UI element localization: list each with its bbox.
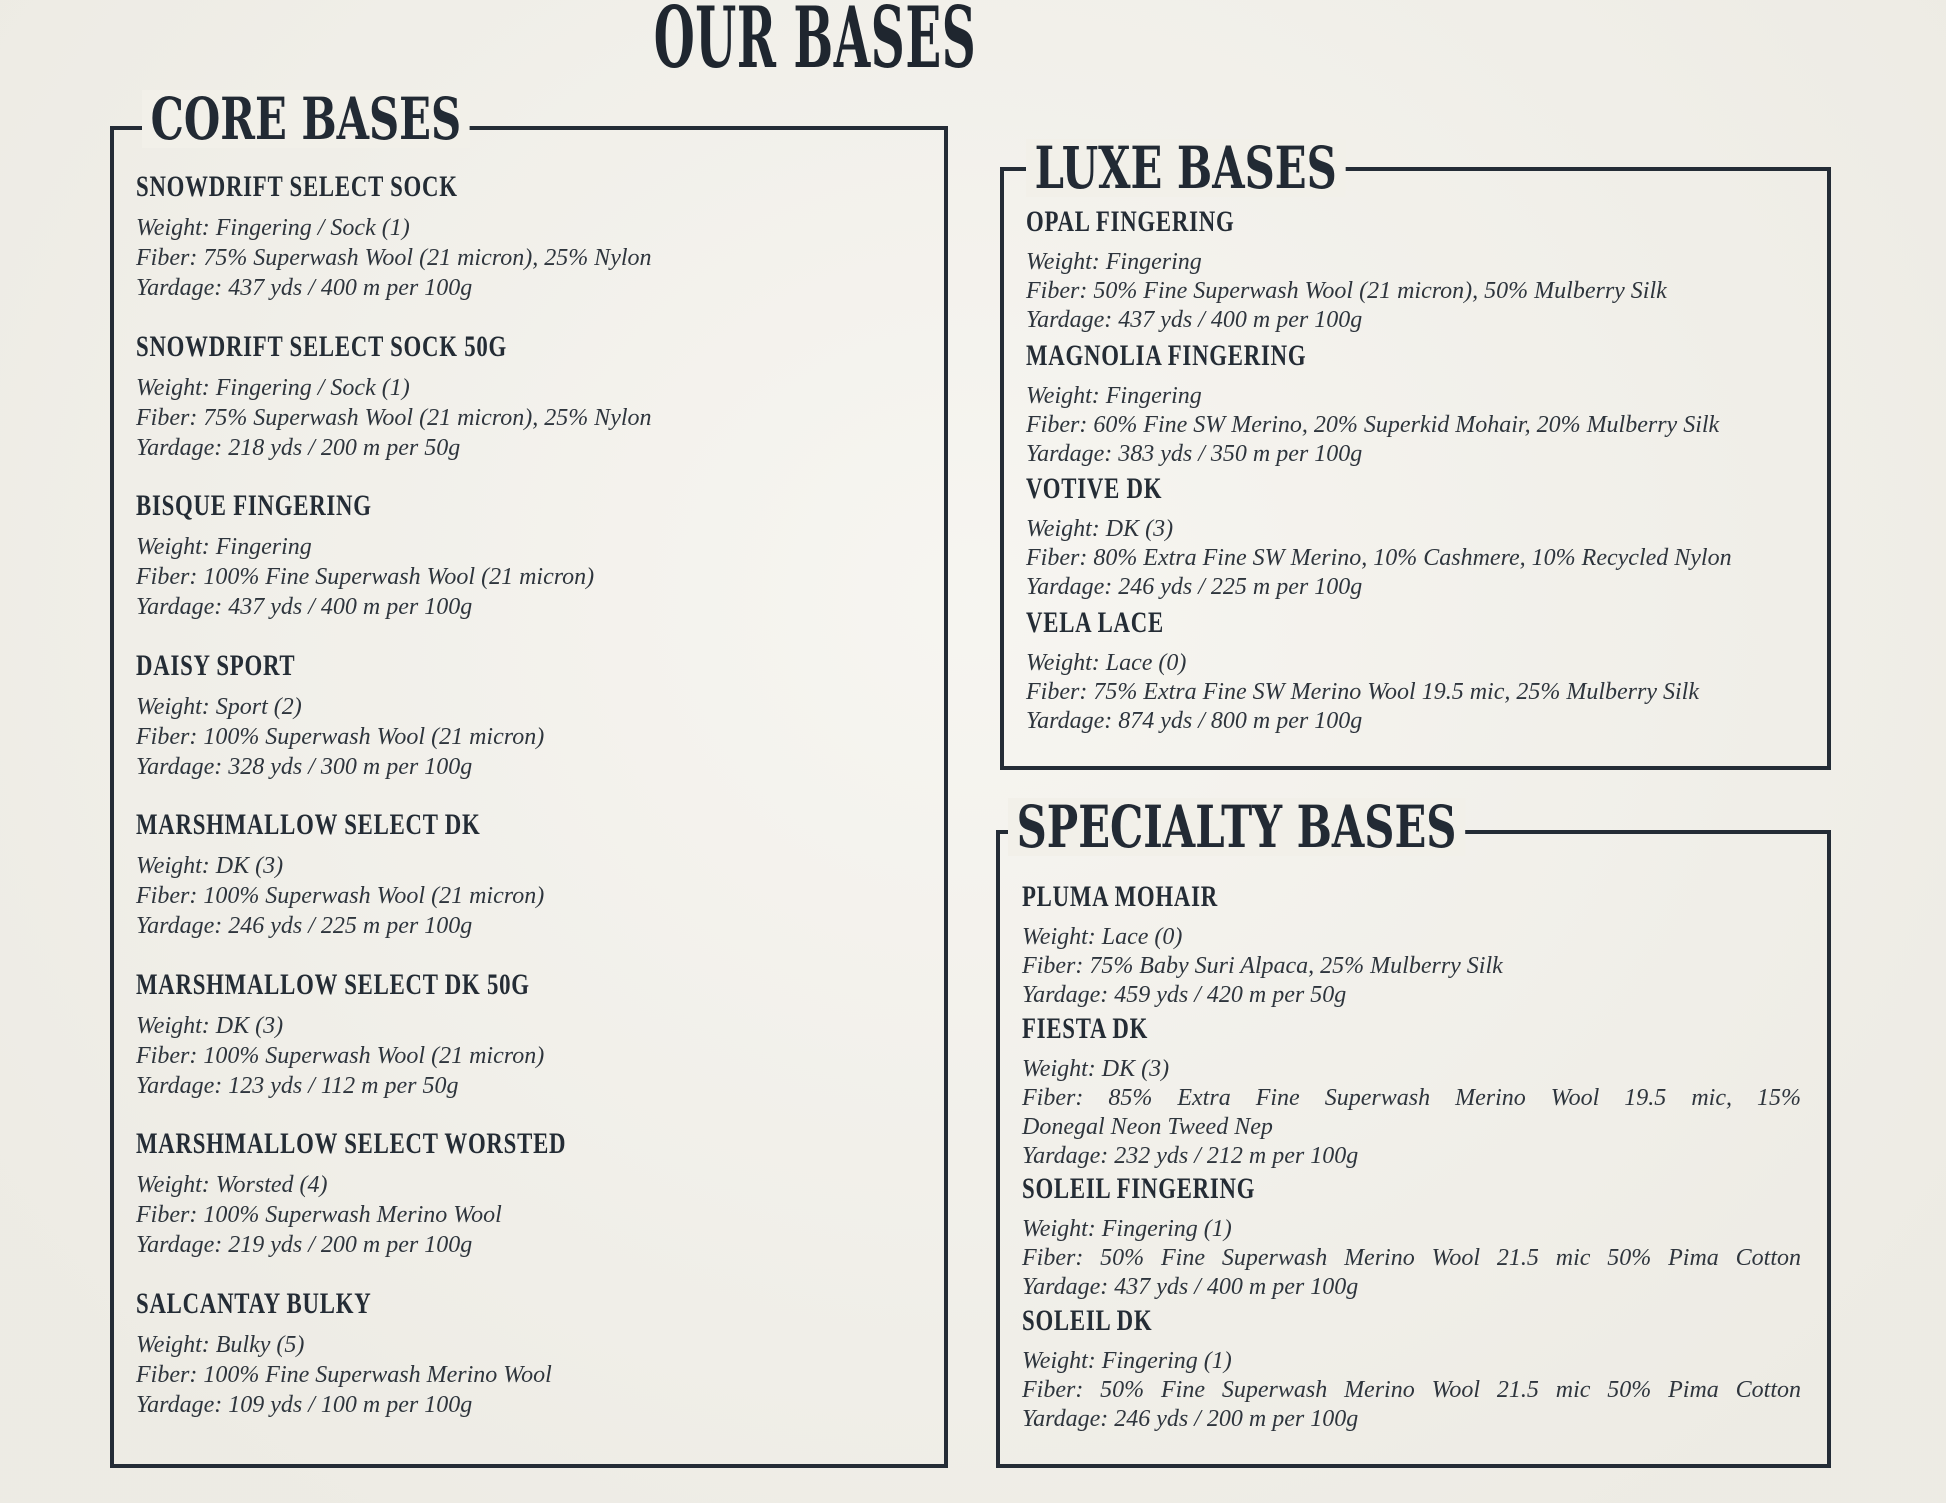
yarn-yardage: Yardage: 383 yds / 350 m per 100g — [1026, 440, 1363, 467]
yarn-yardage: Yardage: 232 yds / 212 m per 100g — [1022, 1142, 1359, 1169]
yarn-entry — [136, 489, 908, 622]
yarn-entry — [136, 170, 908, 303]
yarn-fiber: Fiber: 100% Superwash Merino Wool — [136, 1202, 502, 1229]
yarn-yardage: Yardage: 459 yds / 420 m per 50g — [1022, 982, 1347, 1008]
luxe-bases-heading: LUXE BASES — [1026, 139, 1345, 197]
yarn-entry — [136, 1287, 908, 1420]
yarn-yardage: Yardage: 246 yds / 225 m per 100g — [136, 913, 473, 940]
yarn-weight: Weight: Fingering / Sock (1) — [136, 374, 410, 401]
yarn-name: MAGNOLIA FINGERING — [1026, 338, 1307, 372]
yarn-weight: Weight: Sport (2) — [136, 693, 302, 720]
yarn-weight: Weight: Lace (0) — [1022, 924, 1183, 950]
yarn-name: SALCANTAY BULKY — [136, 1286, 372, 1320]
yarn-weight: Weight: Fingering — [1026, 249, 1202, 275]
yarn-entry — [1022, 1304, 1801, 1434]
yarn-yardage: Yardage: 437 yds / 400 m per 100g — [1022, 1274, 1359, 1301]
yarn-fiber: Fiber: 75% Extra Fine SW Merino Wool 19.5 mic, 25% Mulberry Silk — [1026, 678, 1699, 705]
yarn-entry — [136, 1127, 908, 1260]
specialty-bases-list — [1000, 834, 1827, 1464]
yarn-weight: Weight: DK (3) — [136, 1012, 284, 1039]
yarn-name: MARSHMALLOW SELECT DK — [136, 808, 481, 842]
yarn-name: VELA LACE — [1026, 605, 1164, 639]
yarn-entry — [1026, 339, 1801, 469]
yarn-yardage: Yardage: 123 yds / 112 m per 50g — [136, 1072, 459, 1099]
yarn-fiber: Fiber: 75% Superwash Wool (21 micron), 25% Nylon — [136, 245, 652, 271]
yarn-name: BISQUE FINGERING — [136, 489, 372, 523]
yarn-name: SNOWDRIFT SELECT SOCK — [136, 170, 458, 203]
yarn-weight: Weight: Bulky (5) — [136, 1331, 305, 1358]
yarn-yardage: Yardage: 437 yds / 400 m per 100g — [136, 594, 473, 621]
yarn-yardage: Yardage: 874 yds / 800 m per 100g — [1026, 707, 1363, 734]
yarn-yardage: Yardage: 437 yds / 400 m per 100g — [136, 275, 473, 301]
yarn-entry — [136, 968, 908, 1101]
yarn-name: SNOWDRIFT SELECT SOCK 50G — [136, 329, 508, 363]
yarn-name: OPAL FINGERING — [1026, 205, 1235, 238]
yarn-entry — [136, 808, 908, 941]
yarn-yardage: Yardage: 219 yds / 200 m per 100g — [136, 1232, 473, 1259]
yarn-weight: Weight: Fingering / Sock (1) — [136, 215, 410, 241]
yarn-entry — [136, 649, 908, 782]
core-bases-heading: CORE BASES — [142, 90, 470, 148]
yarn-weight: Weight: DK (3) — [1022, 1055, 1170, 1082]
yarn-weight: Weight: DK (3) — [136, 853, 284, 880]
page-title: OUR BASES — [653, 0, 977, 87]
yarn-yardage: Yardage: 328 yds / 300 m per 100g — [136, 753, 473, 780]
luxe-bases-box — [1000, 134, 1831, 770]
yarn-name: SOLEIL DK — [1022, 1303, 1153, 1337]
yarn-name: PLUMA MOHAIR — [1022, 880, 1218, 913]
yarn-fiber: Fiber: 100% Superwash Wool (21 micron) — [136, 723, 545, 750]
specialty-bases-heading: SPECIALTY BASES — [1008, 798, 1465, 856]
yarn-entry — [1022, 1172, 1801, 1302]
yarn-entry — [1022, 880, 1801, 1010]
yarn-fiber: Fiber: 75% Superwash Wool (21 micron), 25% Nylon — [136, 404, 652, 431]
yarn-fiber: Fiber: 100% Superwash Wool (21 micron) — [136, 883, 545, 910]
yarn-fiber: Fiber: 85% Extra Fine Superwash Merino Wool 19.5 mic, 15% — [1022, 1084, 1801, 1111]
yarn-fiber: Fiber: 50% Fine Superwash Merino Wool 21.5 mic 50% Pima Cotton — [1022, 1376, 1801, 1403]
yarn-fiber: Fiber: 75% Baby Suri Alpaca, 25% Mulberry Silk — [1022, 953, 1503, 979]
yarn-fiber: Fiber: 50% Fine Superwash Merino Wool 21.5 mic 50% Pima Cotton — [1022, 1245, 1801, 1272]
yarn-weight: Weight: Fingering — [1026, 382, 1202, 409]
yarn-entry — [1026, 606, 1801, 736]
yarn-weight: Weight: Fingering (1) — [1022, 1216, 1232, 1243]
yarn-entry — [136, 330, 908, 463]
yarn-entry — [1026, 205, 1801, 335]
yarn-name: MARSHMALLOW SELECT DK 50G — [136, 967, 530, 1001]
yarn-name: MARSHMALLOW SELECT WORSTED — [136, 1127, 567, 1161]
yarn-yardage: Yardage: 218 yds / 200 m per 50g — [136, 434, 461, 461]
yarn-entry — [1022, 1012, 1801, 1171]
yarn-fiber: Fiber: 80% Extra Fine SW Merino, 10% Cashmere, 10% Recycled Nylon — [1026, 545, 1732, 572]
yarn-weight: Weight: Fingering (1) — [1022, 1347, 1232, 1374]
yarn-weight: Weight: DK (3) — [1026, 516, 1174, 543]
yarn-weight: Weight: Lace (0) — [1026, 649, 1187, 676]
yarn-fiber: Donegal Neon Tweed Nep — [1022, 1113, 1273, 1140]
yarn-name: SOLEIL FINGERING — [1022, 1172, 1256, 1206]
yarn-entry — [1026, 472, 1801, 602]
yarn-yardage: Yardage: 437 yds / 400 m per 100g — [1026, 307, 1363, 333]
specialty-bases-box — [996, 793, 1831, 1468]
yarn-weight: Weight: Worsted (4) — [136, 1172, 328, 1199]
yarn-fiber: Fiber: 100% Fine Superwash Wool (21 micron) — [136, 564, 595, 591]
yarn-name: FIESTA DK — [1022, 1011, 1149, 1045]
yarn-yardage: Yardage: 246 yds / 200 m per 100g — [1022, 1405, 1359, 1432]
core-bases-list — [114, 130, 944, 1464]
yarn-fiber: Fiber: 50% Fine Superwash Wool (21 micron), 50% Mulberry Silk — [1026, 278, 1667, 304]
yarn-weight: Weight: Fingering — [136, 534, 312, 561]
yarn-yardage: Yardage: 246 yds / 225 m per 100g — [1026, 574, 1363, 601]
luxe-bases-list — [1004, 171, 1827, 766]
yarn-fiber: Fiber: 100% Fine Superwash Merino Wool — [136, 1361, 552, 1388]
yarn-name: VOTIVE DK — [1026, 472, 1163, 506]
yarn-fiber: Fiber: 100% Superwash Wool (21 micron) — [136, 1042, 545, 1069]
yarn-fiber: Fiber: 60% Fine SW Merino, 20% Superkid Mohair, 20% Mulberry Silk — [1026, 411, 1720, 438]
core-bases-box — [110, 85, 948, 1468]
yarn-name: DAISY SPORT — [136, 648, 296, 682]
yarn-yardage: Yardage: 109 yds / 100 m per 100g — [136, 1391, 473, 1418]
